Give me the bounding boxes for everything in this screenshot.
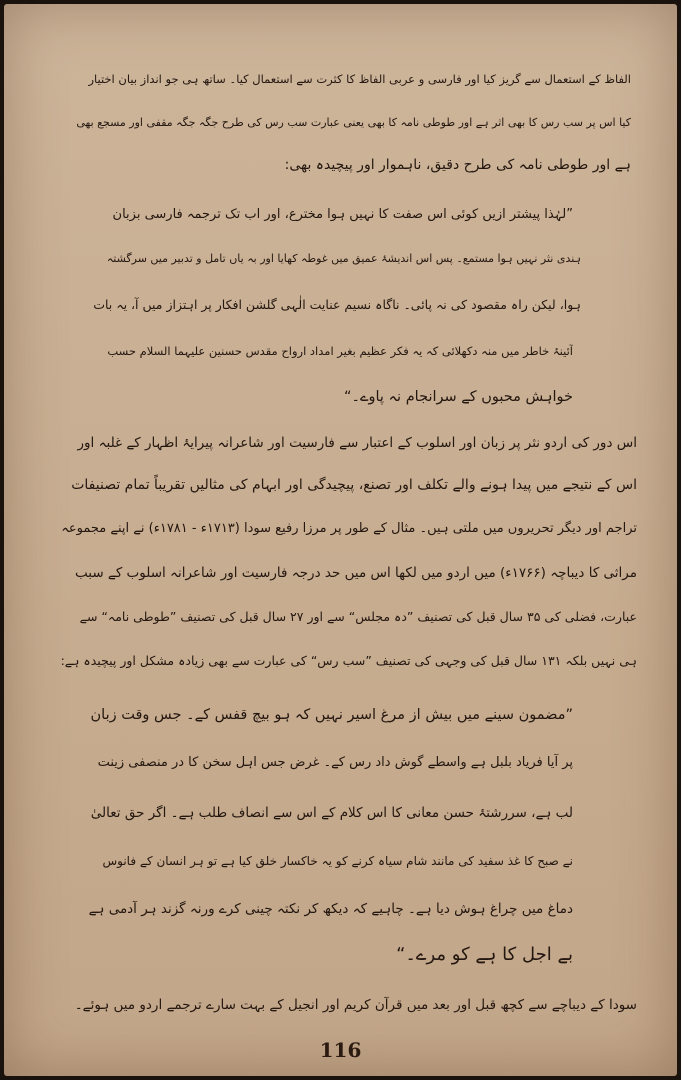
book-page <box>4 4 677 1076</box>
quote-line: ”لہٰذا پیشتر ازیں کوئی اس صفت کا نہیں ہوا مخترع، اور اب تک ترجمہ فارسی بزبان <box>112 207 573 222</box>
text-line: ہی نہیں بلکہ ۱۳۱ سال قبل کی وجہی کی تصنیف ”سب رس“ کی عبارت سے بھی زیادہ مشکل اور پیچیدہ ہے: <box>60 653 637 668</box>
page-number: 116 <box>319 1038 362 1062</box>
quote-line: پر آیا فریاد بلبل ہے واسطے گوش داد رس کے۔ غرض جس اہل سخن کا در منصفی زینت <box>97 755 573 770</box>
quote-line: دماغ میں چراغ ہوش دیا ہے۔ چاہیے کہ دیکھ کر نکتہ چینی کرے ورنہ گزند ہر آدمی ہے <box>88 901 573 917</box>
quote-line: آئینۂ خاطر میں منہ دکھلائی کہ یہ فکر عظیم بغیر امداد ارواح مقدس حسنین علیہما السلام حسب <box>107 344 573 358</box>
text-line: الفاظ کے استعمال سے گریز کیا اور فارسی و عربی الفاظ کا کثرت سے استعمال کیا۔ ساتھ ہی جو انداز بیان اختیار <box>88 72 631 86</box>
quote-line: خواہش محبوں کے سرانجام نہ پاوے۔“ <box>343 389 573 405</box>
text-line: مراثی کا دیباچہ (۱۷۶۶ء) میں اردو میں لکھا اس میں حد درجہ فارسیت اور شاعرانہ اسلوب کے سبب <box>74 565 637 581</box>
text-line: عبارت، فضلی کی ۳۵ سال قبل کی تصنیف ”دہ مجلس“ سے اور ۲۷ سال قبل کی تصنیف ”طوطی نامہ“ سے <box>79 609 637 624</box>
text-line: تراجم اور دیگر تحریروں میں ملتی ہیں۔ مثال کے طور پر مرزا رفیع سودا (۱۷۱۳ء - ۱۷۸۱ء) نے اپنے مجموعہ <box>61 521 637 536</box>
quote-line: ”مضمون سینے میں بیش از مرغ اسیر نہیں کہ ہو بیچ قفس کے۔ جس وقت زبان <box>90 707 573 723</box>
quote-line: ہندی نثر نہیں ہوا مستمع۔ پس اس اندیشۂ عمیق میں غوطہ کھایا اور بہ یاں تامل و تدبیر میں سرگشتہ <box>106 252 581 265</box>
quote-line: بے اجل کا ہے کو مرے۔“ <box>396 944 573 965</box>
text-line: ہے اور طوطی نامہ کی طرح دقیق، ناہموار اور پیچیدہ بھی: <box>284 157 631 173</box>
quote-line: لب ہے، سررشتۂ حسن معانی کا اس کلام کے اس سے انصاف طلب ہے۔ اگر حق تعالیٰ <box>90 805 573 821</box>
quote-line: ہوا، لیکن راہ مقصود کی نہ پائی۔ ناگاہ نسیم عنایت الٰہی گلشن افکار پر اہتزاز میں آ، یہ بات <box>93 297 581 312</box>
text-line: اس کے نتیجے میں پیدا ہونے والے تکلف اور تصنع، پیچیدگی اور ابہام کی مثالیں تقریباً تمام تصنیفات <box>71 477 637 493</box>
text-line: کیا اس پر سب رس کا بھی اثر ہے اور طوطی نامہ کا بھی یعنی عبارت سب رس کی طرح جگہ جگہ مقفی اور مسجع بھی <box>76 116 631 129</box>
text-line: سودا کے دیباچے سے کچھ قبل اور بعد میں قرآن کریم اور انجیل کے بہت سارے ترجمے اردو میں ہوئے۔ <box>74 997 637 1013</box>
text-line: اس دور کی اردو نثر پر زبان اور اسلوب کے اعتبار سے فارسیت اور شاعرانہ پیرایۂ اظہار کے غلبہ اور <box>77 435 637 451</box>
quote-line: نے صبح کا غذ سفید کی مانند شام سیاہ کرنے کو یہ خاکسار خلق کیا ہے تو ہر انسان کے فانوس <box>102 854 573 868</box>
